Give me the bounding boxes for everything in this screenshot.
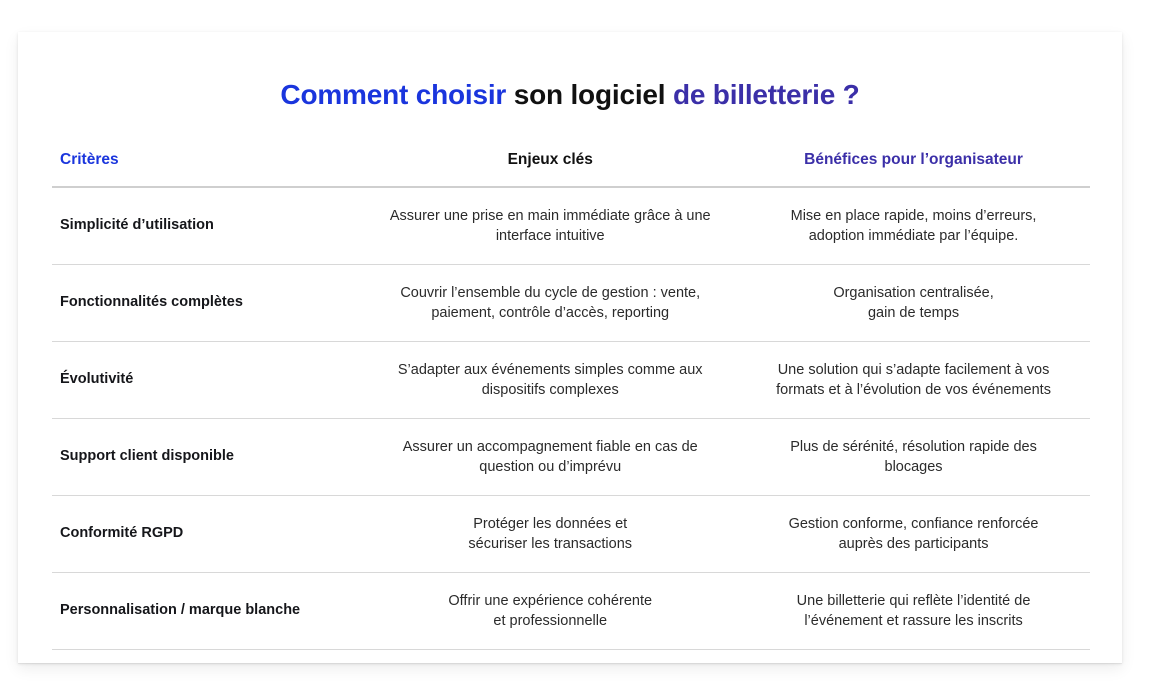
cell-enjeu-line2: et professionnelle bbox=[493, 612, 608, 629]
cell-benefice-line1: Une solution qui s’adapte facilement à vos bbox=[777, 361, 1050, 378]
criteria-table bbox=[52, 151, 1090, 650]
cell-enjeu bbox=[363, 418, 737, 495]
cell-benefice bbox=[737, 341, 1090, 418]
table-row bbox=[52, 572, 1090, 649]
cell-critere: Personnalisation / marque blanche bbox=[52, 572, 363, 649]
cell-benefice bbox=[737, 418, 1090, 495]
cell-enjeu-line2: interface intuitive bbox=[495, 227, 605, 244]
cell-critere: Conformité RGPD bbox=[52, 495, 363, 572]
table-header-row bbox=[52, 151, 1090, 187]
column-header-benefices: Bénéfices pour l’organisateur bbox=[737, 151, 1090, 187]
cell-benefice-line2: l’événement et rassure les inscrits bbox=[804, 612, 1023, 629]
cell-enjeu bbox=[363, 495, 737, 572]
cell-enjeu-line1: Assurer un accompagnement fiable en cas de bbox=[402, 438, 698, 455]
column-header-enjeux: Enjeux clés bbox=[363, 151, 737, 187]
column-header-criteres: Critères bbox=[52, 151, 363, 187]
cell-benefice-line2: auprès des participants bbox=[838, 535, 989, 552]
cell-critere: Simplicité d’utilisation bbox=[52, 187, 363, 265]
cell-critere: Support client disponible bbox=[52, 418, 363, 495]
cell-benefice-line2: formats et à l’évolution de vos événements bbox=[776, 381, 1051, 398]
cell-benefice bbox=[737, 187, 1090, 265]
cell-benefice bbox=[737, 264, 1090, 341]
cell-enjeu-line1: Protéger les données et bbox=[473, 515, 628, 532]
table-row bbox=[52, 187, 1090, 265]
cell-enjeu bbox=[363, 572, 737, 649]
cell-enjeu-line2: paiement, contrôle d’accès, reporting bbox=[431, 304, 670, 321]
page-title-segment-3: de billetterie ? bbox=[672, 79, 860, 110]
cell-enjeu-line2: dispositifs complexes bbox=[481, 381, 619, 398]
cell-benefice-line1: Plus de sérénité, résolution rapide des bbox=[790, 438, 1037, 455]
cell-enjeu bbox=[363, 187, 737, 265]
card-inner bbox=[18, 32, 1122, 663]
cell-enjeu-line1: Couvrir l’ensemble du cycle de gestion : vente, bbox=[400, 284, 701, 301]
cell-enjeu-line1: Assurer une prise en main immédiate grâce à une bbox=[389, 207, 711, 224]
table-header bbox=[52, 151, 1090, 187]
cell-critere: Évolutivité bbox=[52, 341, 363, 418]
cell-benefice-line1: Une billetterie qui reflète l’identité de bbox=[796, 592, 1031, 609]
cell-enjeu-line1: Offrir une expérience cohérente bbox=[448, 592, 653, 609]
cell-benefice-line1: Organisation centralisée, bbox=[833, 284, 994, 301]
cell-enjeu-line2: sécuriser les transactions bbox=[468, 535, 633, 552]
page-title-segment-1: Comment choisir bbox=[280, 79, 507, 110]
cell-benefice-line2: adoption immédiate par l’équipe. bbox=[808, 227, 1019, 244]
cell-enjeu bbox=[363, 341, 737, 418]
table-row bbox=[52, 418, 1090, 495]
cell-benefice-line1: Mise en place rapide, moins d’erreurs, bbox=[790, 207, 1037, 224]
cell-benefice-line2: blocages bbox=[884, 458, 943, 475]
table-row bbox=[52, 341, 1090, 418]
cell-benefice bbox=[737, 495, 1090, 572]
page-title-segment-2: son logiciel bbox=[506, 79, 673, 110]
cell-benefice bbox=[737, 572, 1090, 649]
table-row bbox=[52, 495, 1090, 572]
cell-critere: Fonctionnalités complètes bbox=[52, 264, 363, 341]
cell-enjeu-line1: S’adapter aux événements simples comme aux bbox=[397, 361, 703, 378]
cell-benefice-line1: Gestion conforme, confiance renforcée bbox=[788, 515, 1039, 532]
cell-enjeu-line2: question ou d’imprévu bbox=[479, 458, 622, 475]
page-title bbox=[52, 78, 1088, 112]
table-row bbox=[52, 264, 1090, 341]
cell-enjeu bbox=[363, 264, 737, 341]
table-body bbox=[52, 187, 1090, 650]
content-card bbox=[18, 32, 1122, 663]
cell-benefice-line2: gain de temps bbox=[867, 304, 960, 321]
